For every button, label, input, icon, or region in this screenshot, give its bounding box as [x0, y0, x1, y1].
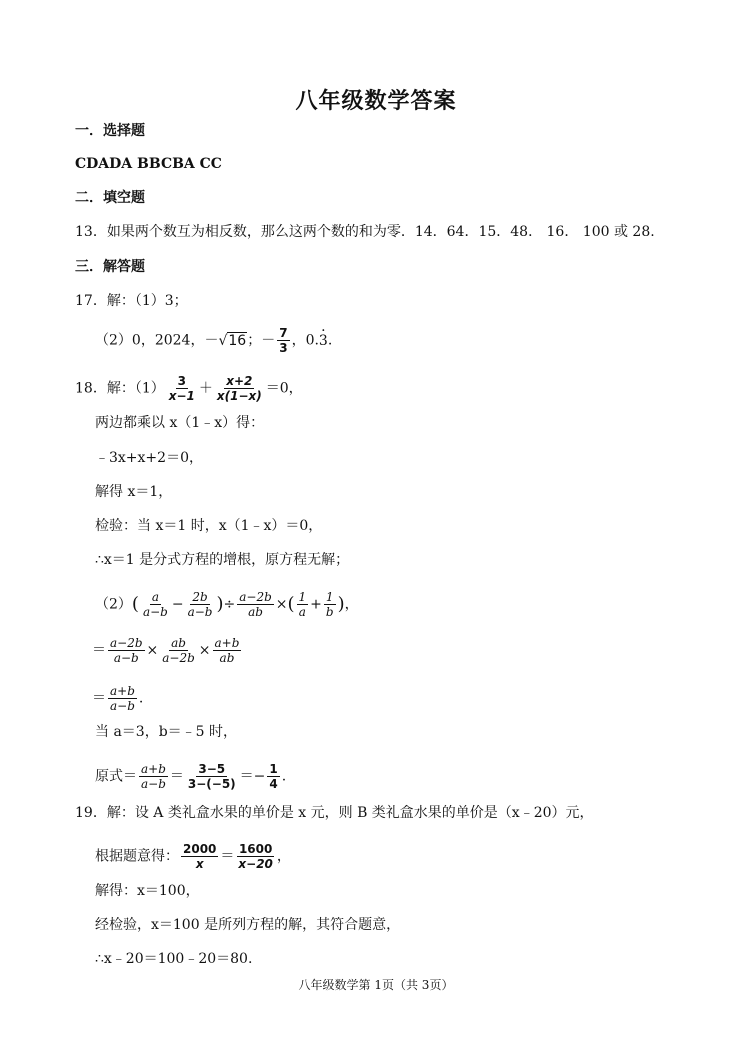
close-paren: ) [337, 593, 345, 615]
equals-neg-sign: ＝− [239, 768, 266, 785]
plus-sign: + [310, 596, 322, 613]
q18-fraction-1 [167, 374, 197, 403]
page-footer: 八年级数学第 1页（共 3页） [298, 978, 454, 992]
frac-num: a+b [141, 762, 166, 776]
sqrt-radicand: 16 [228, 332, 247, 349]
step1-frac-a [108, 636, 145, 665]
step1-frac-b [160, 636, 197, 665]
choice-answers: CDADA BBCBA CC [75, 156, 222, 172]
frac-den: a−2b [162, 651, 195, 665]
frac-den: a−b [142, 605, 168, 619]
frac-num: 1 [325, 590, 334, 604]
frac-num: ab [171, 636, 186, 650]
minus-sign: − [171, 596, 184, 613]
q17-semi: ； [247, 332, 262, 349]
fraction-7-3 [277, 326, 289, 355]
q17-line2 [95, 326, 332, 355]
q17-neg: － [204, 332, 219, 349]
frac-num: 1 [298, 590, 307, 604]
page-title: 八年级数学答案 [295, 88, 457, 114]
sqrt-expression: √16 [218, 332, 247, 349]
step1-frac-c [213, 636, 242, 665]
divide-sign: ÷ [223, 596, 236, 613]
q18-line1 [75, 374, 303, 403]
q18-line4: 解得 x＝1， [95, 484, 173, 500]
q18-p2-end: ， [344, 596, 359, 613]
frac-den: 3 [279, 341, 288, 355]
equals-sign: ＝ [220, 848, 235, 865]
frac-den: a [298, 605, 306, 619]
q19-line5: ∴x﹣20＝100﹣20＝80. [95, 951, 253, 967]
frac-den: a−b [141, 777, 166, 791]
step2-frac [108, 684, 137, 713]
equals-sign: ＝ [169, 768, 184, 785]
frac-den: b [325, 605, 334, 619]
q18-eq-zero: ＝0， [265, 380, 303, 397]
q18-line5: 检验：当 x＝1 时，x（1﹣x）＝0， [95, 518, 323, 534]
times-sign: × [146, 642, 159, 659]
frac-num: x+2 [226, 374, 253, 388]
q18-step1 [92, 636, 243, 665]
q17-neg7: － [261, 332, 276, 349]
frac-den: x(1−x) [216, 389, 262, 403]
frac-num: 3−5 [198, 762, 226, 776]
frac-den: a−b [187, 605, 213, 619]
q19-frac-1 [181, 842, 218, 871]
q18-line6: ∴x＝1 是分式方程的增根，原方程无解； [95, 552, 350, 568]
frac-den: 3−(−5) [187, 777, 236, 791]
frac-den: x−1 [168, 389, 195, 403]
frac-den: 4 [269, 777, 278, 791]
orig-label: 原式＝ [95, 768, 137, 785]
q18-result [95, 762, 286, 791]
q19-equation [95, 842, 291, 871]
q19-line1: 19．解：设 A 类礼盒水果的单价是 x 元，则 B 类礼盒水果的单价是（x﹣20）元， [75, 805, 594, 821]
frac-den: x [195, 857, 204, 871]
frac-den: x−20 [238, 857, 273, 871]
q17-prefix: （2）0，2024， [95, 332, 205, 349]
q18-part2-expression [95, 590, 359, 619]
frac-num: a+b [214, 636, 240, 650]
open-paren: ( [287, 593, 295, 615]
frac-num: a+b [110, 684, 135, 698]
plus-sign: ＋ [198, 380, 213, 397]
frac-den: a−b [113, 651, 139, 665]
q18-line3: ﹣3x+x+2＝0， [95, 450, 203, 466]
section-heading-choice: 一．选择题 [75, 123, 145, 139]
frac-1-over-b [324, 590, 336, 619]
section-heading-solve: 三．解答题 [75, 259, 145, 275]
q18-step2 [92, 684, 143, 713]
q19-frac-2 [236, 842, 275, 871]
q19-line4: 经检验，x＝100 是所列方程的解，其符合题意， [95, 917, 401, 933]
section-heading-fill: 二．填空题 [75, 190, 145, 206]
step2-end: . [138, 690, 144, 707]
times-sign: × [198, 642, 211, 659]
result-end: . [281, 768, 287, 785]
q18-line2: 两边都乘以 x（1﹣x）得： [95, 415, 265, 431]
q19-end: ， [276, 848, 291, 865]
q17-line1: 17．解：（1）3； [75, 293, 188, 309]
frac-num: a [151, 590, 159, 604]
q17-sep: ， [291, 332, 306, 349]
frac-num: 2000 [183, 842, 217, 856]
frac-a-over-a-minus-b [141, 590, 170, 619]
times-sign: × [275, 596, 288, 613]
open-paren: ( [131, 593, 139, 615]
repeating-decimal-int: 0. [305, 332, 319, 349]
frac-2b-over-a-minus-b [186, 590, 215, 619]
equals-sign: ＝ [92, 690, 106, 707]
frac-num: a−2b [110, 636, 143, 650]
q18-prefix: 18．解：（1） [75, 380, 165, 397]
fill-answers: 13．如果两个数互为相反数，那么这两个数的和为零．14．64．15．48． 16． 100 或 28. [75, 224, 655, 240]
q18-when: 当 a＝3，b＝﹣5 时， [95, 724, 238, 740]
frac-den: ab [248, 605, 263, 619]
frac-num: 1 [269, 762, 278, 776]
repeating-digit: · 3 [319, 333, 328, 349]
q19-line3: 解得：x＝100， [95, 883, 200, 899]
frac-den: ab [219, 651, 235, 665]
close-paren: ) [216, 593, 224, 615]
result-frac-b [186, 762, 238, 791]
frac-den: a−b [110, 699, 135, 713]
frac-num: a−2b [239, 590, 272, 604]
q19-prefix: 根据题意得： [95, 848, 179, 865]
equals-sign: ＝ [92, 642, 106, 659]
q17-end: . [327, 332, 333, 349]
frac-1-over-a [297, 590, 309, 619]
frac-num: 3 [177, 374, 186, 388]
result-frac-c [267, 762, 279, 791]
q18-fraction-2 [215, 374, 264, 403]
frac-num: 2b [192, 590, 208, 604]
q18-p2-prefix: （2） [95, 596, 132, 613]
result-frac-a [139, 762, 168, 791]
frac-num: 7 [279, 326, 288, 340]
frac-num: 1600 [238, 842, 273, 856]
frac-a-minus-2b-over-ab [237, 590, 274, 619]
